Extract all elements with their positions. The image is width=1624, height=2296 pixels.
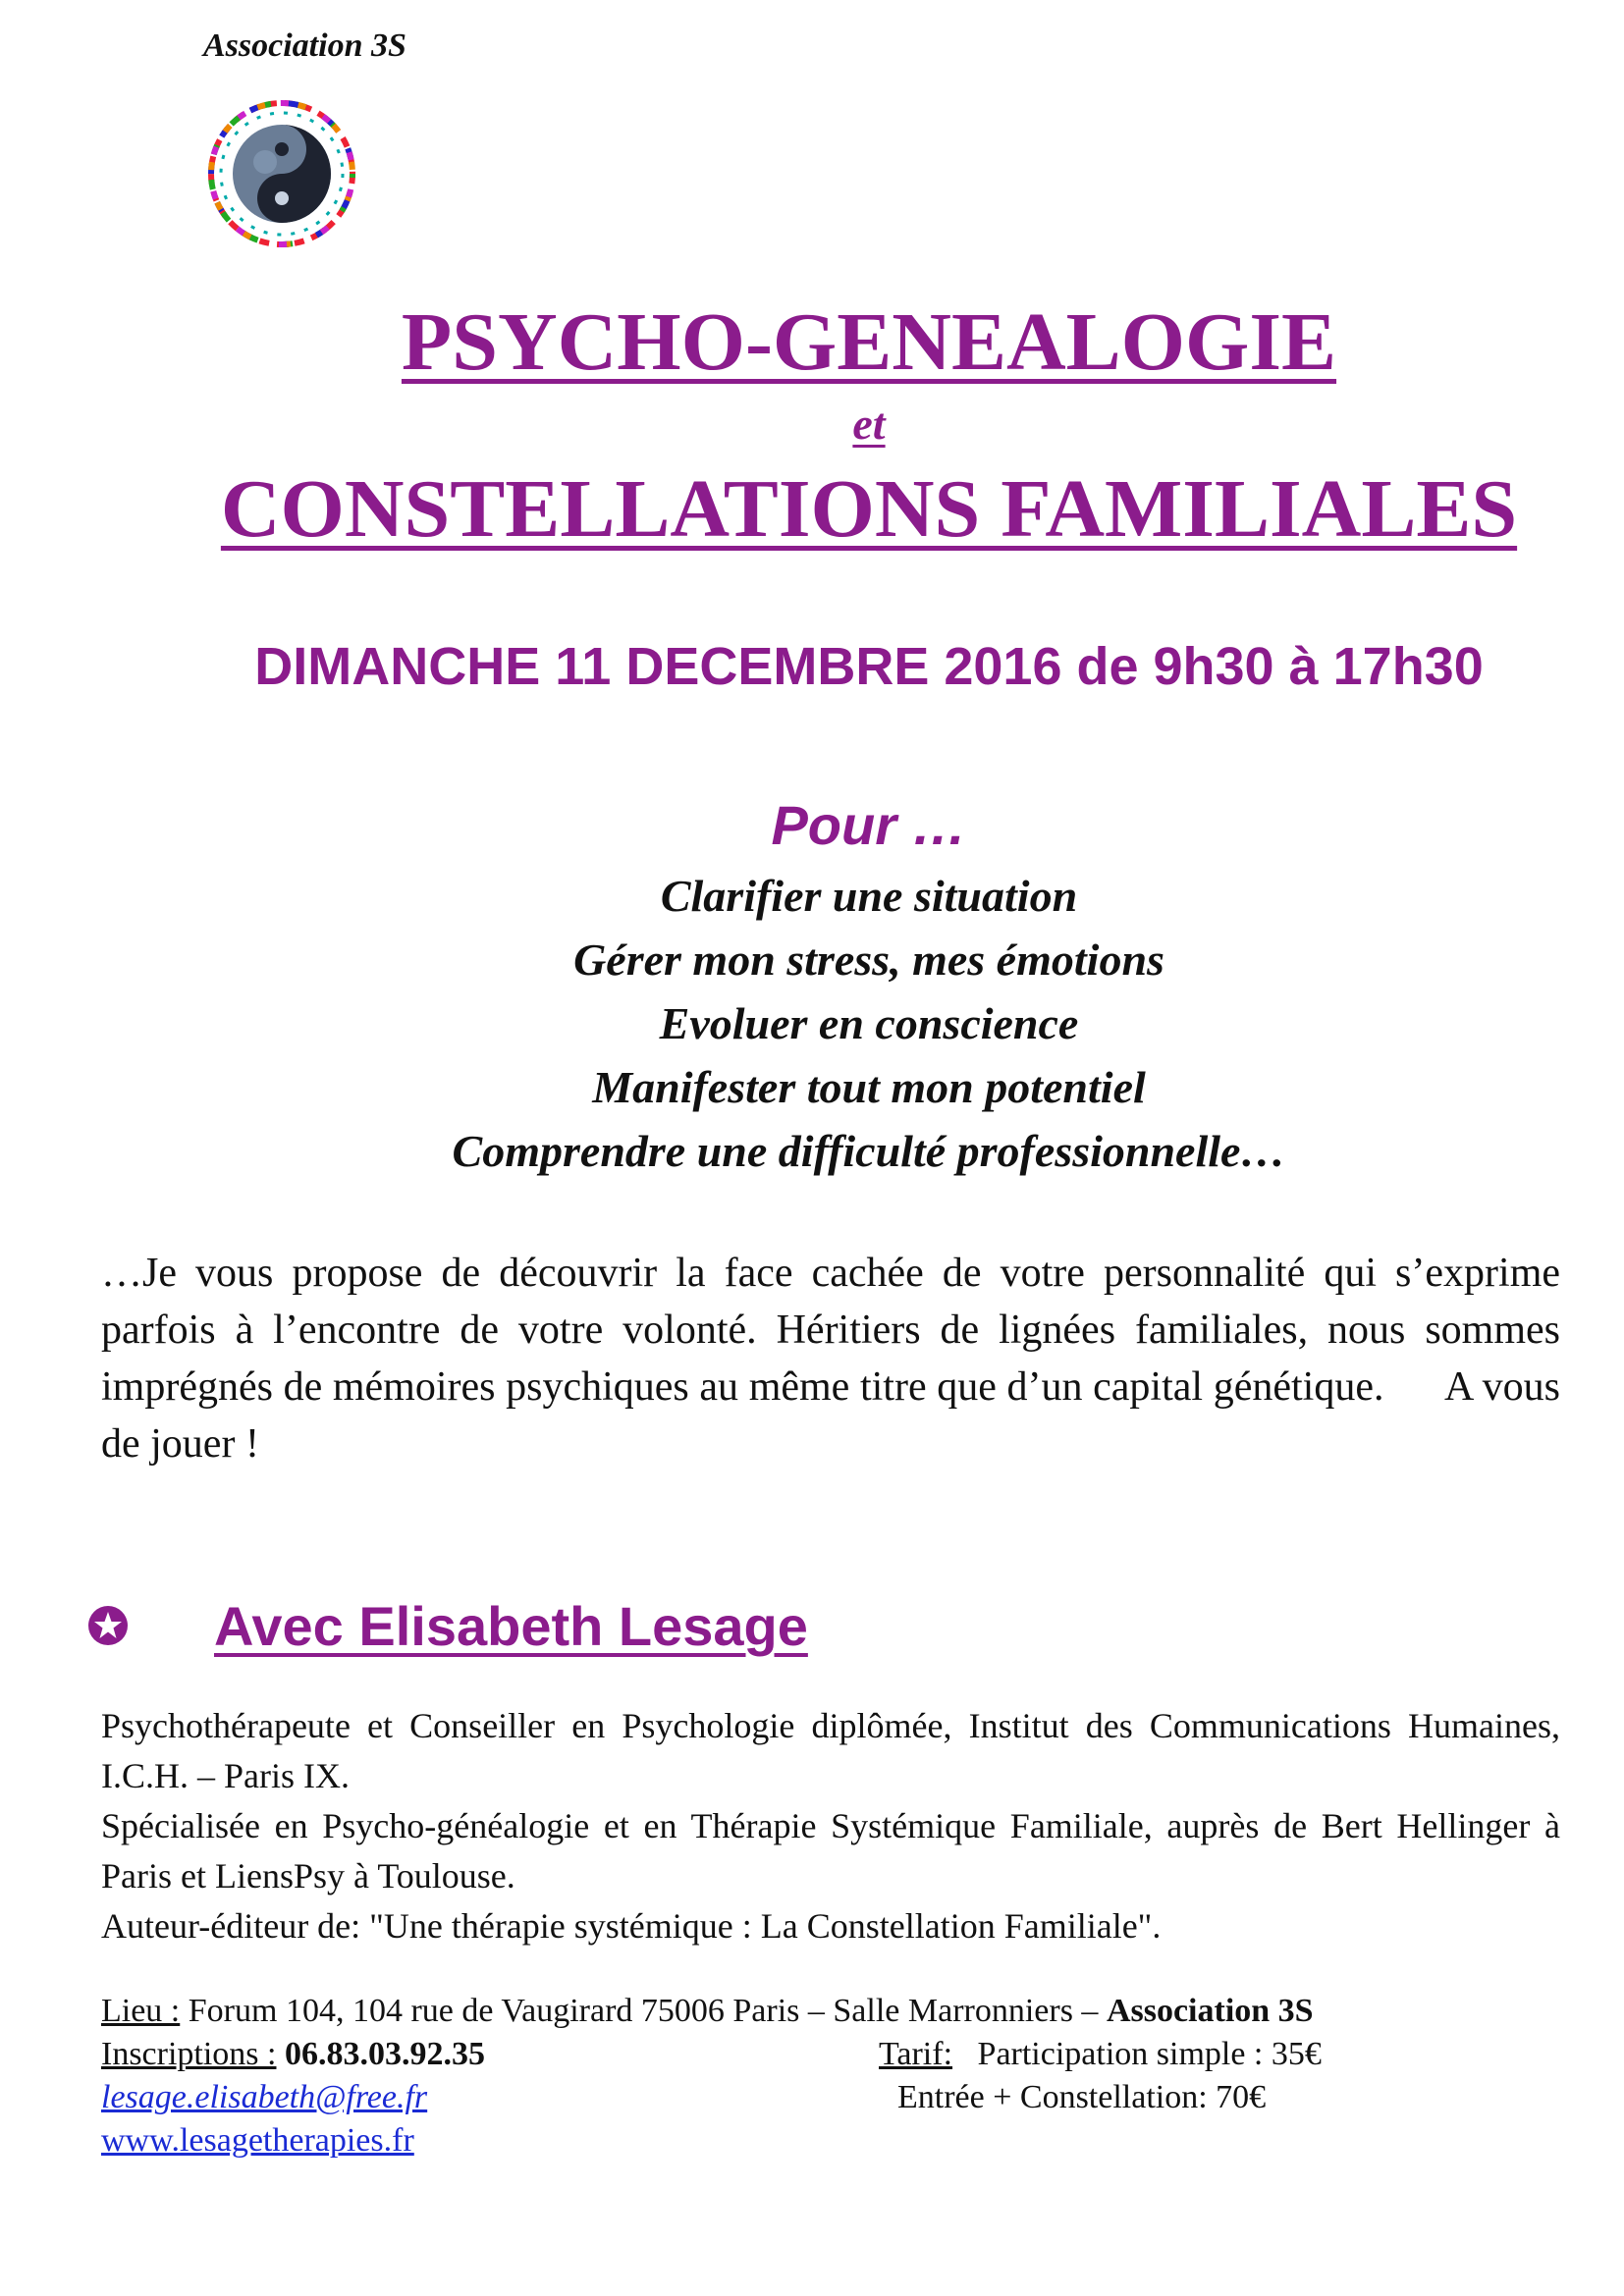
location-value: Forum 104, 104 rue de Vaugirard 75006 Paris – Salle Marronniers –	[180, 1993, 1107, 2029]
tarif-constellation: Entrée + Constellation: 70€	[897, 2079, 1267, 2115]
goal-item: Comprendre une difficulté professionnelle…	[452, 1126, 1286, 1176]
goals-list	[0, 864, 1624, 1183]
registration-label: Inscriptions :	[101, 2036, 277, 2072]
tarif-block	[879, 2033, 1322, 2076]
bio-paragraph: Auteur-éditeur de: "Une thérapie systémique : La Constellation Familiale".	[101, 1906, 1162, 1946]
tarif-label: Tarif:	[879, 2036, 953, 2072]
registration-phone[interactable]: 06.83.03.92.35	[276, 2036, 485, 2072]
goal-item: Gérer mon stress, mes émotions	[573, 934, 1164, 985]
title-line-2: CONSTELLATIONS FAMILIALES	[220, 463, 1518, 555]
organization-name: Association 3S	[203, 27, 406, 64]
bio-paragraph: Spécialisée en Psycho-généalogie et en Thérapie Systémique Familiale, auprès de Bert Hellinger à Paris et LiensPsy à Toulouse.	[101, 1806, 1560, 1896]
association-logo	[196, 93, 368, 255]
website-link[interactable]: www.lesagetherapies.fr	[101, 2122, 414, 2159]
event-date: DIMANCHE 11 DECEMBRE 2016 de 9h30 à 17h30	[254, 637, 1484, 696]
intro-paragraph: …Je vous propose de découvrir la face cachée de votre personnalité qui s’exprime parfois à l’encontre de votre volonté. Héritiers de lignées familiales, nous sommes imprégnés de mémoires psychiques au même titre que d’un capital génétique. A vous de jouer !	[101, 1251, 1571, 1467]
location-line	[101, 1990, 1574, 2033]
practical-info	[101, 1990, 1574, 2163]
bio-paragraph: Psychothérapeute et Conseiller en Psychologie diplômée, Institut des Communications Humaines, I.C.H. – Paris IX.	[101, 1706, 1560, 1795]
location-organization: Association 3S	[1106, 1993, 1314, 2029]
goal-item: Clarifier une situation	[660, 871, 1078, 921]
pour-heading: Pour …	[771, 794, 967, 856]
presenter-bio	[101, 1701, 1560, 1951]
email-line	[101, 2076, 1574, 2119]
goal-item: Manifester tout mon potentiel	[592, 1062, 1146, 1112]
website-line	[101, 2119, 1574, 2163]
email-link[interactable]: lesage.elisabeth@free.fr	[101, 2079, 428, 2115]
goal-item: Evoluer en conscience	[659, 998, 1079, 1048]
registration-line	[101, 2033, 1574, 2076]
title-line-1: PSYCHO-GENEALOGIE	[401, 296, 1337, 388]
presenter-heading: Avec Elisabeth Lesage	[214, 1595, 808, 1657]
yin-yang-icon	[233, 125, 331, 223]
tarif-simple: Participation simple : 35€	[977, 2036, 1322, 2072]
location-label: Lieu :	[101, 1993, 181, 2029]
star-bullet-icon	[86, 1604, 130, 1647]
title-conjunction: et	[852, 399, 886, 449]
